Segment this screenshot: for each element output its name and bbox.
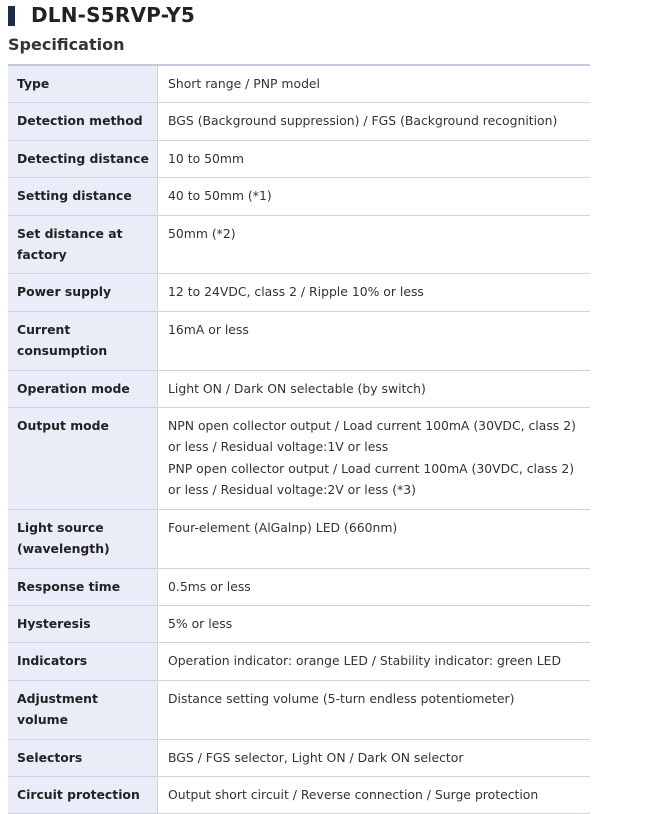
- table-row: [8, 643, 590, 680]
- table-row: [8, 680, 590, 739]
- specification-rows: [8, 65, 590, 814]
- table-row: [8, 140, 590, 177]
- spec-label: Type: [8, 65, 158, 103]
- spec-value: 40 to 50mm (*1): [158, 178, 591, 215]
- spec-value: 12 to 24VDC, class 2 / Ripple 10% or less: [158, 274, 591, 311]
- spec-label: Set distance at factory: [8, 215, 158, 274]
- table-row: [8, 568, 590, 605]
- table-row: [8, 370, 590, 407]
- spec-label: Output mode: [8, 408, 158, 510]
- spec-value: NPN open collector output / Load current 100mA (30VDC, class 2) or less / Residual voltage:1V or less PNP open collector output / Load current 100mA (30VDC, class 2) or less / Residual voltage:2V or less (*3): [158, 408, 591, 510]
- section-heading: Specification: [8, 35, 125, 54]
- page-header: [0, 0, 667, 32]
- spec-value: Short range / PNP model: [158, 65, 591, 103]
- table-row: [8, 178, 590, 215]
- table-row: [8, 274, 590, 311]
- table-row: [8, 408, 590, 510]
- table-row: [8, 739, 590, 776]
- spec-value: BGS / FGS selector, Light ON / Dark ON selector: [158, 739, 591, 776]
- spec-value: 0.5ms or less: [158, 568, 591, 605]
- spec-label: Setting distance: [8, 178, 158, 215]
- table-row: [8, 103, 590, 140]
- table-row: [8, 215, 590, 274]
- spec-value: 50mm (*2): [158, 215, 591, 274]
- spec-label: Circuit protection: [8, 776, 158, 813]
- spec-label: Hysteresis: [8, 605, 158, 642]
- spec-label: Current consumption: [8, 311, 158, 370]
- spec-label: Selectors: [8, 739, 158, 776]
- spec-value: Four-element (AlGalnp) LED (660nm): [158, 509, 591, 568]
- page-title: DLN-S5RVP-Y5: [31, 3, 196, 27]
- specification-table: [8, 64, 590, 814]
- table-row: [8, 776, 590, 813]
- spec-value: Operation indicator: orange LED / Stability indicator: green LED: [158, 643, 591, 680]
- spec-label: Power supply: [8, 274, 158, 311]
- spec-label: Operation mode: [8, 370, 158, 407]
- spec-value: Light ON / Dark ON selectable (by switch): [158, 370, 591, 407]
- table-row: [8, 311, 590, 370]
- spec-label: Indicators: [8, 643, 158, 680]
- spec-label: Response time: [8, 568, 158, 605]
- spec-value: Distance setting volume (5-turn endless potentiometer): [158, 680, 591, 739]
- spec-value: 5% or less: [158, 605, 591, 642]
- spec-value: Output short circuit / Reverse connection / Surge protection: [158, 776, 591, 813]
- spec-label: Detection method: [8, 103, 158, 140]
- spec-value: 16mA or less: [158, 311, 591, 370]
- spec-label: Light source (wavelength): [8, 509, 158, 568]
- spec-label: Detecting distance: [8, 140, 158, 177]
- table-row: [8, 65, 590, 103]
- spec-value: BGS (Background suppression) / FGS (Background recognition): [158, 103, 591, 140]
- spec-value: 10 to 50mm: [158, 140, 591, 177]
- spec-label: Adjustment volume: [8, 680, 158, 739]
- table-row: [8, 605, 590, 642]
- table-row: [8, 509, 590, 568]
- title-accent-bar: [8, 6, 15, 26]
